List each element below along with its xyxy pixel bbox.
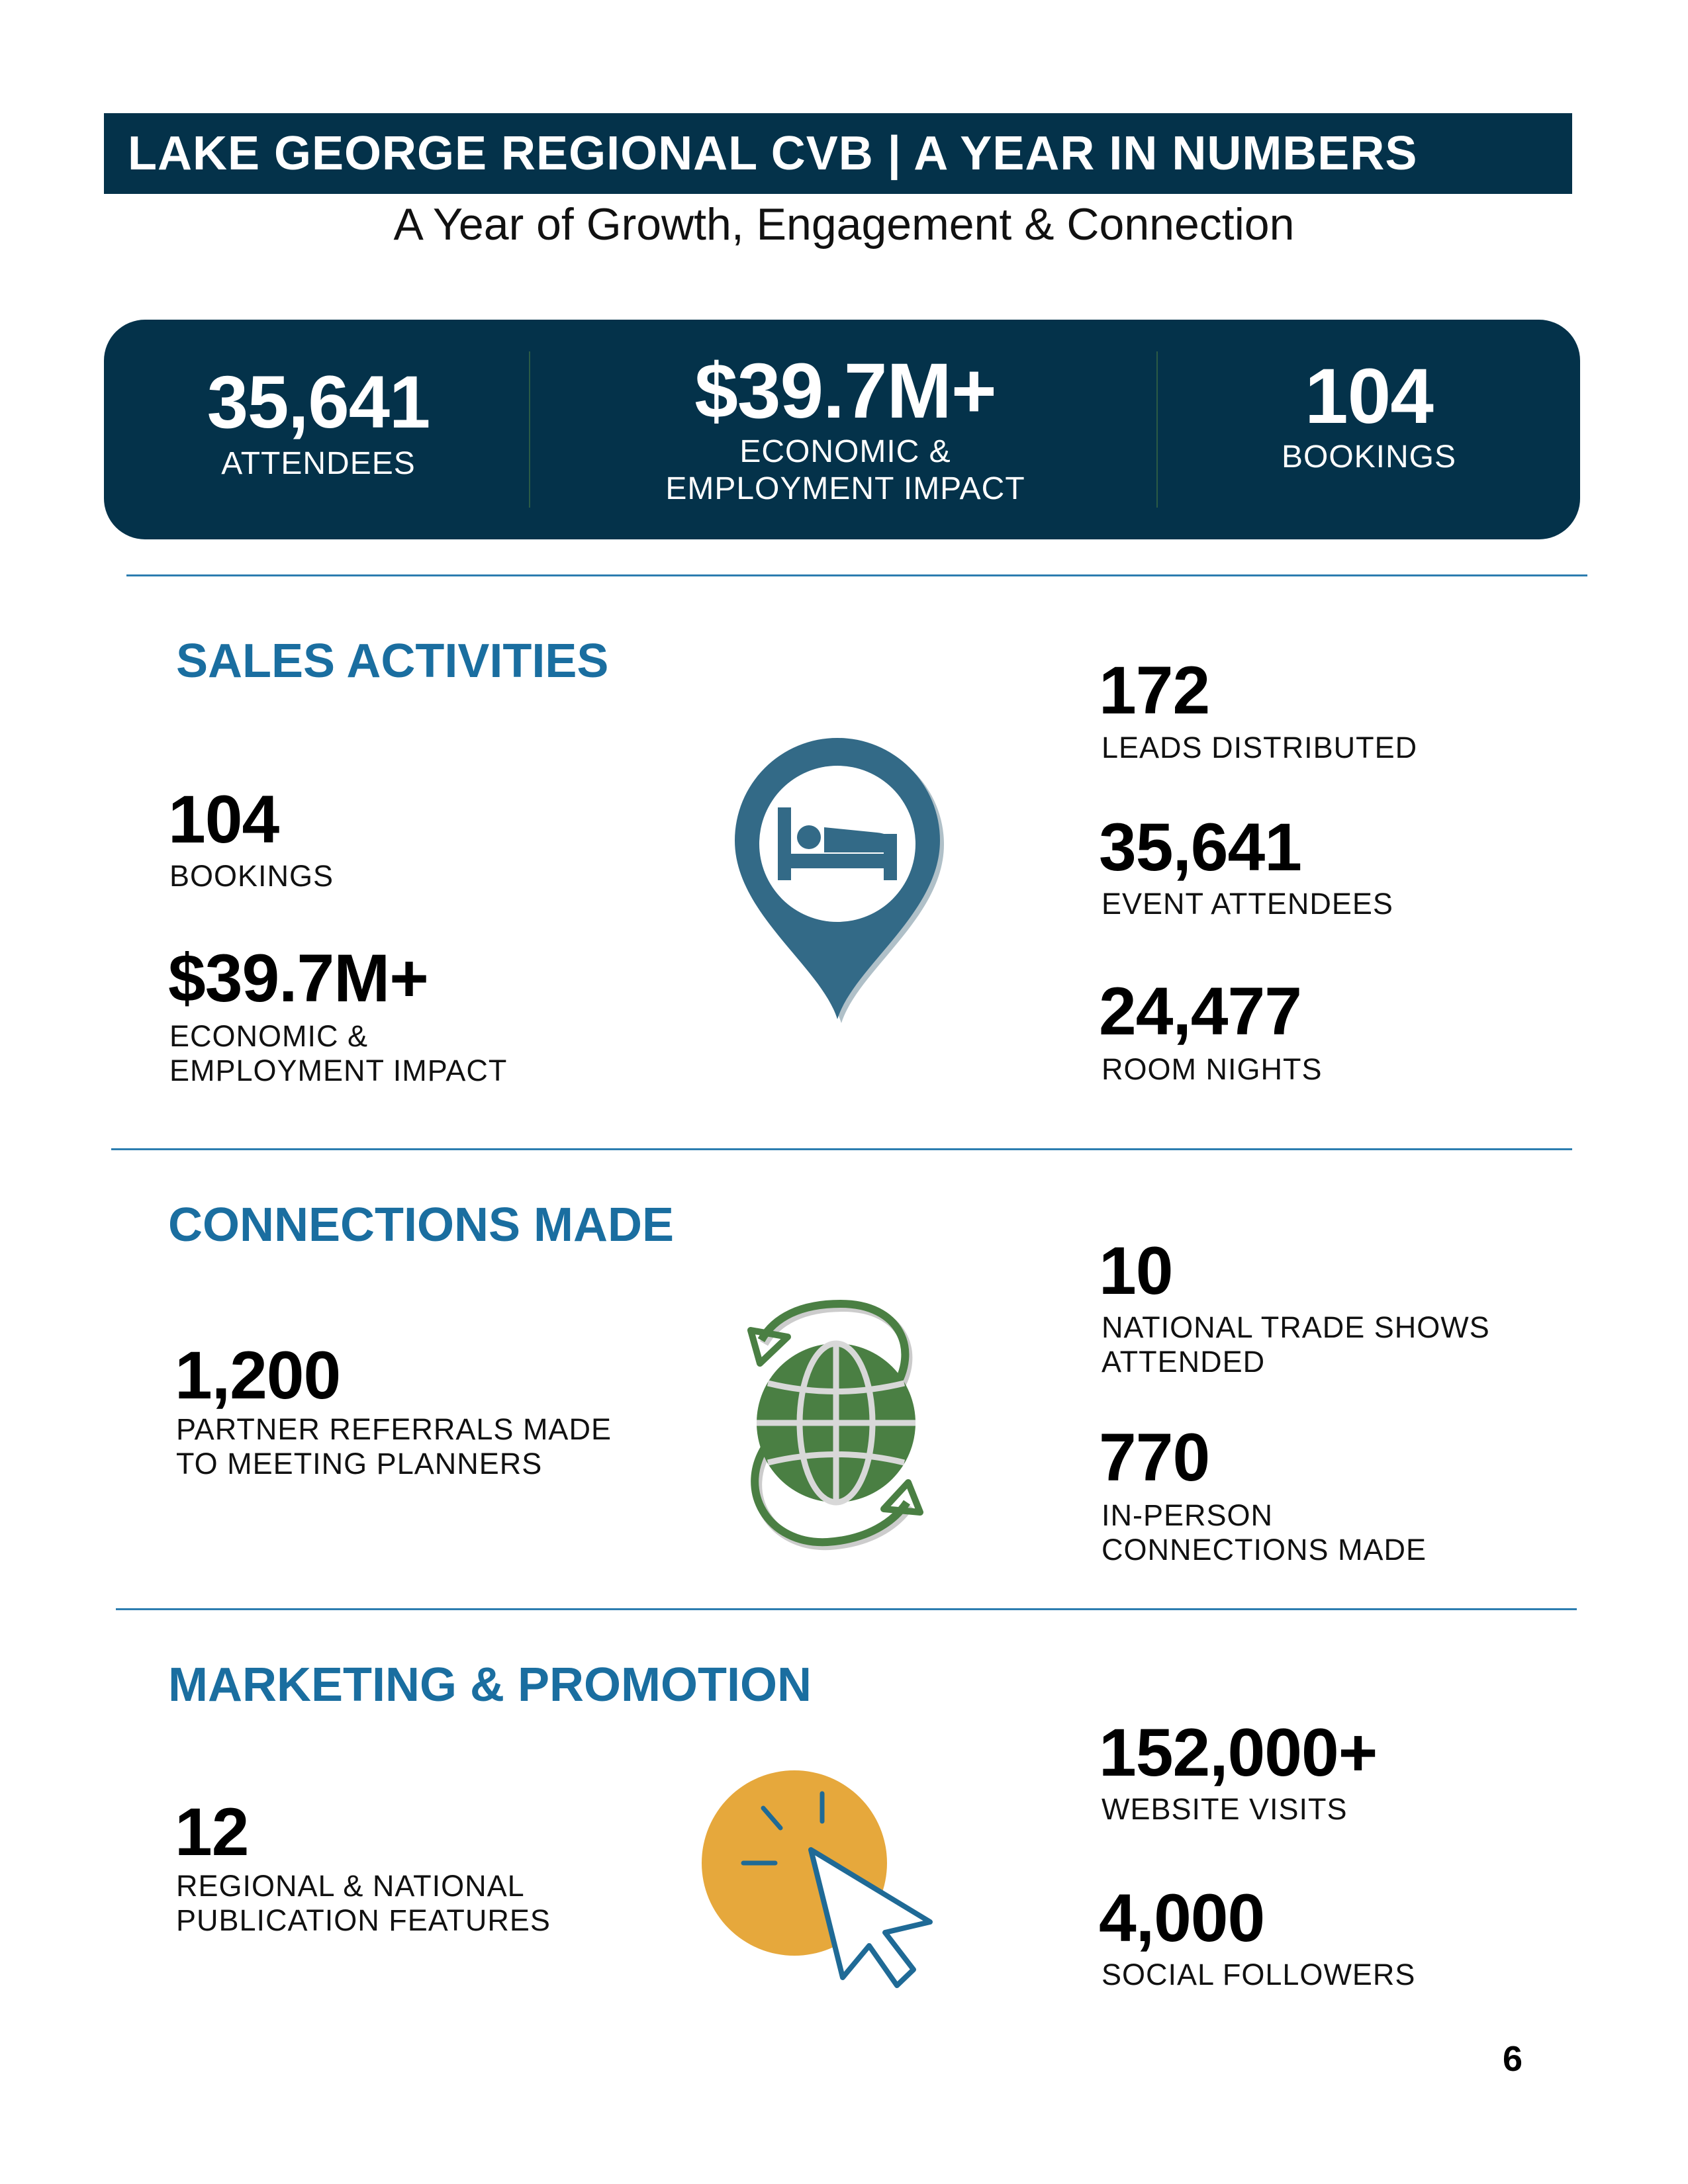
stat-value: 10 — [1099, 1233, 1173, 1308]
stat-label: TO MEETING PLANNERS — [176, 1447, 543, 1480]
stat-label: SOCIAL FOLLOWERS — [1102, 1958, 1416, 1991]
stat-value: 24,477 — [1099, 974, 1301, 1049]
page-subtitle: A Year of Growth, Engagement & Connection — [393, 199, 1295, 250]
stat-label: PUBLICATION FEATURES — [176, 1903, 551, 1937]
summary-attendees-label: ATTENDEES — [221, 446, 416, 481]
summary-impact-value: $39.7M+ — [694, 347, 996, 435]
summary-bookings-label: BOOKINGS — [1281, 439, 1457, 475]
stat-value: 152,000+ — [1099, 1715, 1378, 1790]
stat-value: 12 — [175, 1794, 249, 1870]
stat-label: ECONOMIC & — [169, 1019, 369, 1053]
summary-divider — [529, 351, 530, 508]
section-divider — [126, 574, 1587, 576]
summary-bookings-value: 104 — [1305, 353, 1433, 440]
stat-label: PARTNER REFERRALS MADE — [176, 1412, 612, 1446]
section-divider — [116, 1608, 1577, 1610]
stat-label: ATTENDED — [1102, 1345, 1266, 1379]
stat-label: BOOKINGS — [169, 859, 334, 893]
summary-bookings — [1158, 320, 1580, 539]
stat-label: EMPLOYMENT IMPACT — [169, 1054, 508, 1087]
stat-value: 1,200 — [175, 1338, 341, 1413]
stat-value: 172 — [1099, 653, 1210, 728]
page-title: LAKE GEORGE REGIONAL CVB | A YEAR IN NUMBERS — [128, 127, 1418, 180]
connections-section-title: CONNECTIONS MADE — [168, 1199, 675, 1251]
summary-impact-label-line1: ECONOMIC & — [739, 434, 951, 469]
globe-arrows-icon — [728, 1291, 947, 1555]
stat-value: 104 — [168, 782, 279, 857]
page-number: 6 — [1503, 2039, 1523, 2079]
summary-impact — [531, 320, 1160, 539]
stat-label: CONNECTIONS MADE — [1102, 1533, 1427, 1567]
bed-location-pin-icon — [722, 735, 953, 1026]
summary-attendees — [104, 320, 533, 539]
click-cursor-icon — [698, 1767, 950, 2012]
stat-label: REGIONAL & NATIONAL — [176, 1869, 525, 1903]
stat-label: IN-PERSON — [1102, 1498, 1274, 1532]
stat-label: ROOM NIGHTS — [1102, 1052, 1323, 1086]
stat-label: WEBSITE VISITS — [1102, 1792, 1348, 1826]
title-banner — [104, 113, 1572, 194]
summary-impact-label-line2: EMPLOYMENT IMPACT — [665, 471, 1025, 506]
stat-label: LEADS DISTRIBUTED — [1102, 731, 1418, 764]
section-divider — [111, 1148, 1572, 1150]
stat-label: EVENT ATTENDEES — [1102, 887, 1393, 921]
stat-value: 770 — [1099, 1420, 1210, 1495]
sales-section-title: SALES ACTIVITIES — [176, 635, 609, 688]
summary-banner — [104, 320, 1580, 539]
stat-value: 4,000 — [1099, 1880, 1265, 1956]
stat-value: 35,641 — [1099, 809, 1301, 885]
summary-attendees-value: 35,641 — [207, 361, 430, 443]
marketing-section-title: MARKETING & PROMOTION — [168, 1659, 812, 1711]
stat-value: $39.7M+ — [168, 940, 428, 1016]
stat-label: NATIONAL TRADE SHOWS — [1102, 1310, 1490, 1344]
